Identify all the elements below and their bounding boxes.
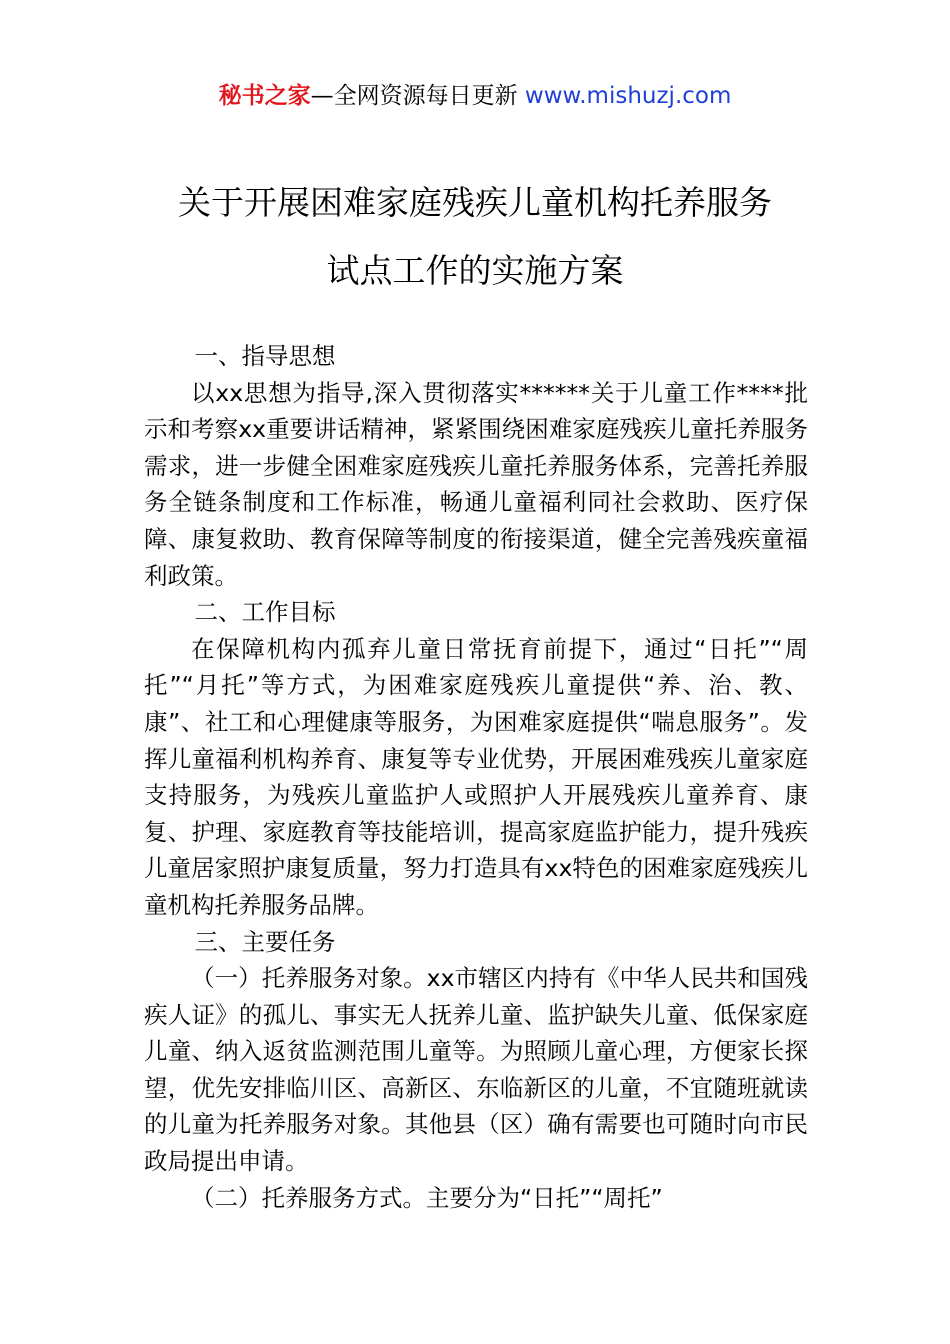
section-heading-guiding-thought: 一、指导思想 <box>194 342 336 370</box>
paragraph-service-targets: （一）托养服务对象。xx市辖区内持有《中华人民共和国残疾人证》的孤儿、事实无人抚养儿童、监护缺失儿童、低保家庭儿童、纳入返贫监测范围儿童等。为照顾儿童心理，方便家长探望，优先安排临川区、高新区、东临新区的儿童，不宜随班就读的儿童为托养服务对象。其他县（区）确有需要也可随时向市民政局提出申请。 <box>144 964 808 1176</box>
section-heading-work-goals: 二、工作目标 <box>194 598 336 627</box>
paragraph-work-goals: 在保障机构内孤弃儿童日常抚育前提下，通过“日托”“周托”“月托”等方式，为困难家庭残疾儿童提供“养、治、教、康”、社工和心理健康等服务，为困难家庭提供“喘息服务”。发挥儿童福利机构养育、康复等专业优势，开展困难残疾儿童家庭支持服务，为残疾儿童监护人或照护人开展残疾儿童养育、康复、护理、家庭教育等技能培训，提高家庭监护能力，提升残疾儿童居家照护康复质量，努力打造具有xx特色的困难家庭残疾儿童机构托养服务品牌。 <box>144 634 808 919</box>
document-title-line-2: 试点工作的实施方案 <box>326 251 624 290</box>
site-header <box>0 80 950 112</box>
paragraph-service-methods: （二）托养服务方式。主要分为“日托”“周托” <box>191 1183 663 1212</box>
header-tagline: —全网资源每日更新 <box>310 83 525 109</box>
paragraph-guiding-thought: 以xx思想为指导,深入贯彻落实******关于儿童工作****批示和考察xx重要讲话精神，紧紧围绕困难家庭残疾儿童托养服务需求，进一步健全困难家庭残疾儿童托养服务体系，完善托养服务全链条制度和工作标准，畅通儿童福利同社会救助、医疗保障、康复救助、教育保障等制度的衔接渠道，健全完善残疾童福利政策。 <box>144 378 808 590</box>
document-body <box>144 338 808 1216</box>
site-url[interactable]: www.mishuzj.com <box>524 83 732 109</box>
brand-name: 秘书之家 <box>218 83 311 109</box>
section-heading-main-tasks: 三、主要任务 <box>194 927 336 956</box>
document-title-line-1: 关于开展困难家庭残疾儿童机构托养服务 <box>178 183 772 222</box>
